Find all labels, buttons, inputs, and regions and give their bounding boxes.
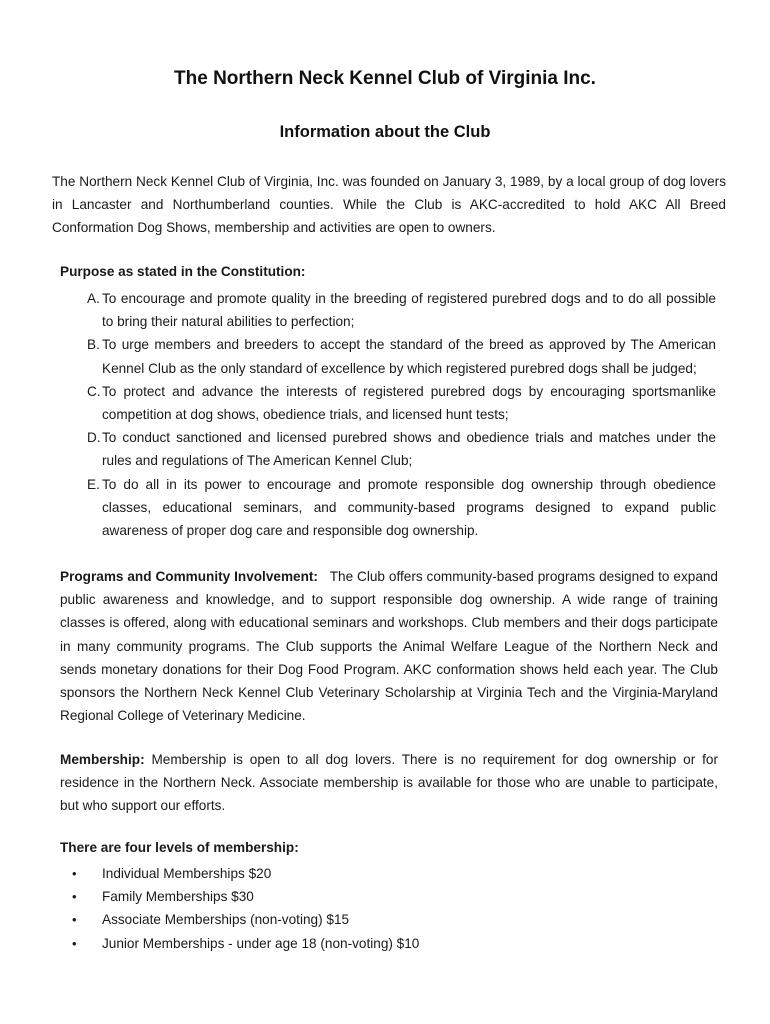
membership-paragraph	[60, 748, 718, 818]
bullet-icon: •	[72, 889, 77, 905]
programs-text: The Club offers community-based programs designed to expand public awareness and knowledge, and to support responsible dog ownership. A wide range of training classes is offered, along with educational seminars and workshops. Club members and their dogs participate in many community programs. The Club supports the Animal Welfare League of the Northern Neck and sends monetary donations for their Dog Food Program. AKC conformation shows held each year. The Club sponsors the Northern Neck Kennel Club Veterinary Scholarship at Virginia Tech and the Virginia-Maryland Regional College of Veterinary Medicine.	[60, 569, 718, 724]
programs-heading: Programs and Community Involvement:	[60, 569, 318, 584]
purpose-item-letter: E.	[87, 476, 100, 492]
levels-item-text: Family Memberships $30	[102, 889, 254, 905]
purpose-item-text: To urge members and breeders to accept the standard of the breed as approved by The American Kennel Club as the only standard of excellence by which registered purebred dogs shall be judged;	[102, 337, 716, 376]
purpose-item-letter: A.	[87, 291, 100, 306]
levels-item-text: Individual Memberships $20	[102, 866, 272, 881]
bullet-icon: •	[72, 912, 77, 928]
levels-list	[60, 862, 660, 955]
intro-paragraph: The Northern Neck Kennel Club of Virginia, Inc. was founded on January 3, 1989, by a local group of dog lovers in Lancaster and Northumberland counties. While the Club is AKC-accredited to hold AKC All Breed Conformation Dog Shows, membership and activities are open to owners.	[52, 174, 726, 236]
levels-item	[60, 932, 660, 955]
levels-item	[60, 862, 660, 885]
purpose-item-letter: B.	[87, 337, 100, 353]
levels-item	[60, 908, 660, 931]
purpose-item-letter: D.	[87, 430, 101, 446]
levels-heading: There are four levels of membership:	[60, 840, 299, 855]
bullet-icon: •	[72, 866, 77, 881]
purpose-item	[60, 333, 716, 379]
levels-item-text: Junior Memberships - under age 18 (non-voting) $10	[102, 935, 420, 951]
purpose-item	[60, 426, 716, 472]
purpose-list	[60, 287, 716, 542]
membership-text: Membership is open to all dog lovers. There is no requirement for dog ownership or for residence in the Northern Neck. Associate membership is available for those who are unable to participate, but who support our efforts.	[60, 752, 718, 814]
purpose-item-text: To conduct sanctioned and licensed purebred shows and obedience trials and matches under the rules and regulations of The American Kennel Club;	[102, 430, 716, 469]
levels-item-text: Associate Memberships (non-voting) $15	[102, 912, 350, 928]
programs-paragraph	[60, 565, 718, 727]
document-title: The Northern Neck Kennel Club of Virginia Inc.	[174, 68, 596, 89]
purpose-item-text: To do all in its power to encourage and promote responsible dog ownership through obedience classes, educational seminars, and community-based programs designed to expand public awareness of proper dog care and responsible dog ownership.	[102, 476, 716, 539]
document-subtitle: Information about the Club	[279, 123, 491, 141]
purpose-heading: Purpose as stated in the Constitution:	[60, 264, 306, 279]
purpose-item	[60, 380, 716, 426]
purpose-item	[60, 473, 716, 543]
bullet-icon: •	[72, 935, 77, 951]
membership-heading: Membership:	[60, 752, 145, 767]
levels-item	[60, 885, 660, 908]
purpose-item-letter: C.	[87, 383, 101, 399]
purpose-item-text: To encourage and promote quality in the breeding of registered purebred dogs and to do all possible to bring their natural abilities to perfection;	[102, 291, 716, 330]
purpose-item-text: To protect and advance the interests of registered purebred dogs by encouraging sportsmanlike competition at dog shows, obedience trials, and licensed hunt tests;	[102, 383, 716, 423]
purpose-item	[60, 287, 716, 333]
